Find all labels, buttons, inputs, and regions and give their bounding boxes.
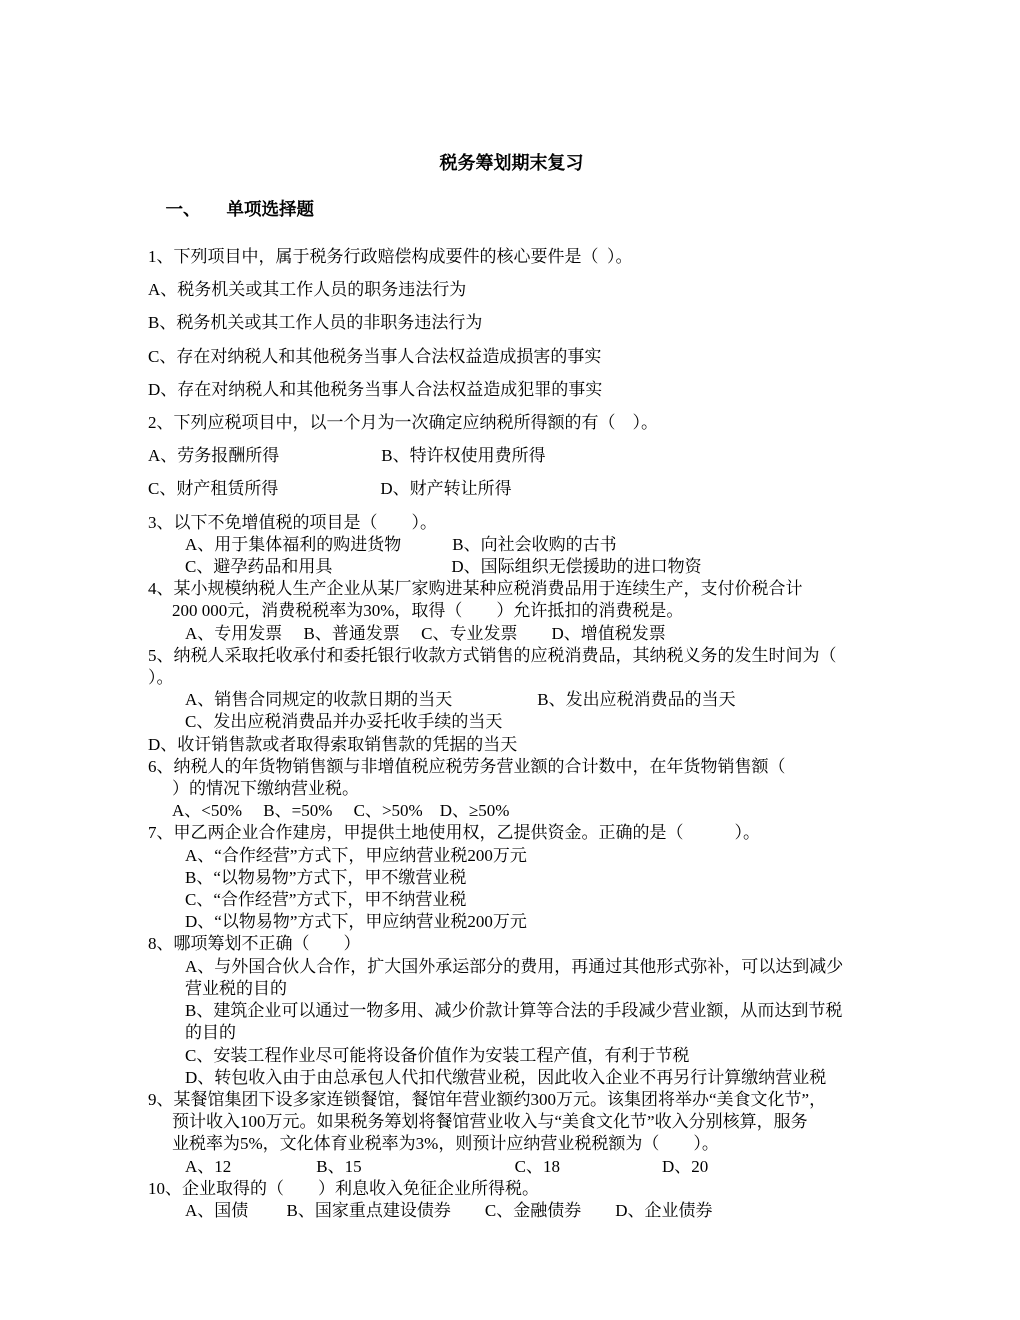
text-line: B、税务机关或其工作人员的非职务违法行为 [148, 313, 483, 333]
text-line: 10、企业取得的（ ）利息收入免征企业所得税。 [148, 1178, 539, 1198]
text-line: C、“合作经营”方式下，甲不纳营业税 [185, 890, 467, 910]
text-line: C、安装工程作业尽可能将设备价值作为安装工程产值，有利于节税 [185, 1045, 690, 1065]
text-line: A、与外国合伙人合作，扩大国外承运部分的费用，再通过其他形式弥补，可以达到减少 [185, 956, 844, 976]
text-line: 5、纳税人采取托收承付和委托银行收款方式销售的应税消费品，其纳税义务的发生时间为（ [148, 645, 837, 665]
text-line: A、“合作经营”方式下，甲应纳营业税200万元 [185, 845, 527, 865]
text-line: A、<50% B、=50% C、>50% D、≥50% [172, 801, 510, 821]
text-line: 8、哪项筹划不正确（ ） [148, 934, 361, 954]
page-title: 税务筹划期末复习 [439, 153, 584, 173]
text-line: 营业税的目的 [185, 978, 287, 998]
text-line: A、国债 B、国家重点建设债券 C、金融债券 D、企业债券 [185, 1200, 713, 1220]
text-line: B、建筑企业可以通过一物多用、减少价款计算等合法的手段减少营业额，从而达到节税 [185, 1001, 843, 1021]
text-line: ）的情况下缴纳营业税。 [172, 779, 359, 799]
text-line: 3、以下不免增值税的项目是（ ）。 [148, 512, 437, 532]
text-line: 6、纳税人的年货物销售额与非增值税应税劳务营业额的合计数中，在年货物销售额（ [148, 756, 786, 776]
text-line: C、发出应税消费品并办妥托收手续的当天 [185, 712, 503, 732]
text-line: A、12 B、15 C、18 D、20 [185, 1156, 709, 1176]
text-line: B、“以物易物”方式下，甲不缴营业税 [185, 867, 467, 887]
text-line: C、避孕药品和用具 D、国际组织无偿援助的进口物资 [185, 557, 702, 577]
text-line: A、劳务报酬所得 B、特许权使用费所得 [148, 446, 546, 466]
text-line: 9、某餐馆集团下设多家连锁餐馆，餐馆年营业额约300万元。该集团将举办“美食文化节”， [148, 1089, 827, 1109]
text-line: 预计收入100万元。如果税务筹划将餐馆营业收入与“美食文化节”收入分别核算，服务 [172, 1112, 808, 1132]
text-line: D、转包收入由于由总承包人代扣代缴营业税，因此收入企业不再另行计算缴纳营业税 [185, 1067, 827, 1087]
text-line: D、存在对纳税人和其他税务当事人合法权益造成犯罪的事实 [148, 379, 603, 399]
text-line: C、财产租赁所得 D、财产转让所得 [148, 479, 512, 499]
text-line: A、专用发票 B、普通发票 C、专业发票 D、增值税发票 [185, 623, 666, 643]
text-line: A、销售合同规定的收款日期的当天 B、发出应税消费品的当天 [185, 690, 736, 710]
text-line: ）。 [148, 668, 174, 688]
text-line: 7、甲乙两企业合作建房，甲提供土地使用权，乙提供资金。正确的是（ ）。 [148, 823, 760, 843]
text-line: 2、下列应税项目中，以一个月为一次确定应纳税所得额的有（ ）。 [148, 413, 658, 433]
section-heading [148, 176, 875, 242]
text-line: D、“以物易物”方式下，甲应纳营业税200万元 [185, 912, 527, 932]
document-body [148, 246, 875, 1222]
text-line: 200 000元，消费税税率为30%，取得（ ）允许抵扣的消费税是。 [172, 601, 684, 621]
text-line: 业税率为5%，文化体育业税率为3%，则预计应纳营业税税额为（ ）。 [172, 1134, 719, 1154]
text-line: A、税务机关或其工作人员的职务违法行为 [148, 280, 467, 300]
text-line: 4、某小规模纳税人生产企业从某厂家购进某种应税消费品用于连续生产，支付价税合计 [148, 579, 803, 599]
section-label: 单项选择题 [226, 199, 314, 219]
text-line: D、收讦销售款或者取得索取销售款的凭据的当天 [148, 734, 518, 754]
text-line: C、存在对纳税人和其他税务当事人合法权益造成损害的事实 [148, 346, 602, 366]
section-number: 一、 [165, 199, 201, 219]
text-line: 1、下列项目中，属于税务行政赔偿构成要件的核心要件是（ ）。 [148, 247, 633, 266]
text-line: A、用于集体福利的购进货物 B、向社会收购的古书 [185, 534, 617, 554]
text-line: 的目的 [185, 1023, 236, 1043]
